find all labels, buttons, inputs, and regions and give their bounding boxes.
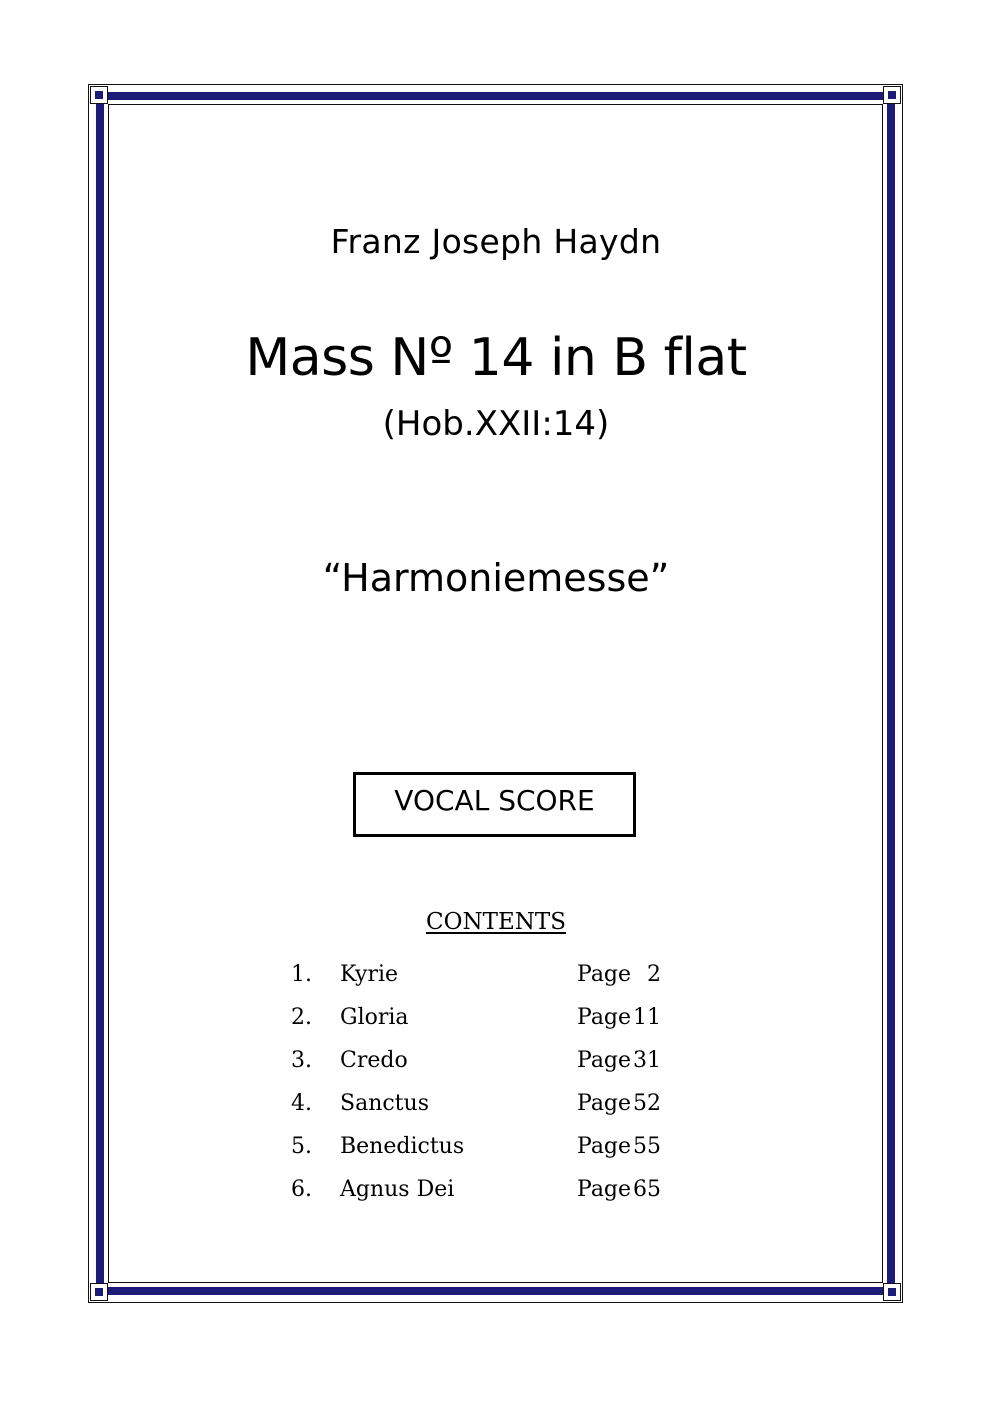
work-title: Mass Nº 14 in B flat [245, 328, 747, 388]
border-corner-top-left [90, 86, 108, 104]
contents-item [291, 962, 691, 1005]
contents-item-movement: Benedictus [340, 1134, 465, 1159]
contents-heading: CONTENTS [426, 909, 566, 935]
contents-item-page-label: Page [577, 1048, 632, 1073]
contents-item-page-label: Page [577, 1091, 632, 1116]
contents-item-page-number: 52 [633, 1091, 661, 1116]
contents-item-movement: Gloria [340, 1005, 409, 1030]
score-type-label: VOCAL SCORE [394, 784, 595, 817]
contents-item-number: 2. [291, 1005, 312, 1030]
contents-item-movement: Credo [340, 1048, 408, 1073]
contents-item-number: 5. [291, 1134, 312, 1159]
contents-item [291, 1048, 691, 1091]
contents-item [291, 1005, 691, 1048]
contents-item-movement: Agnus Dei [340, 1177, 455, 1202]
contents-item-page-label: Page [577, 1134, 632, 1159]
contents-item-page-number: 31 [633, 1048, 661, 1073]
contents-item [291, 1091, 691, 1134]
work-nickname: “Harmoniemesse” [322, 556, 670, 600]
composer-name: Franz Joseph Haydn [330, 222, 662, 261]
contents-item-page-label: Page [577, 1177, 632, 1202]
score-type-box [353, 772, 636, 837]
contents-item-number: 6. [291, 1177, 312, 1202]
contents-item-movement: Kyrie [340, 962, 399, 987]
contents-item-page-number: 65 [633, 1177, 661, 1202]
contents-item [291, 1134, 691, 1177]
contents-item-number: 1. [291, 962, 312, 987]
contents-item-page-label: Page [577, 962, 632, 987]
contents-item [291, 1177, 691, 1220]
contents-list [291, 962, 691, 1220]
border-corner-bottom-left [90, 1283, 108, 1301]
contents-item-number: 4. [291, 1091, 312, 1116]
contents-item-page-label: Page [577, 1005, 632, 1030]
contents-item-page-number: 2 [647, 962, 661, 987]
contents-item-page-number: 11 [633, 1005, 661, 1030]
contents-item-number: 3. [291, 1048, 312, 1073]
border-corner-bottom-right [883, 1283, 901, 1301]
contents-item-page-number: 55 [633, 1134, 661, 1159]
border-corner-top-right [883, 86, 901, 104]
catalog-number: (Hob.XXII:14) [382, 404, 610, 444]
contents-item-movement: Sanctus [340, 1091, 429, 1116]
